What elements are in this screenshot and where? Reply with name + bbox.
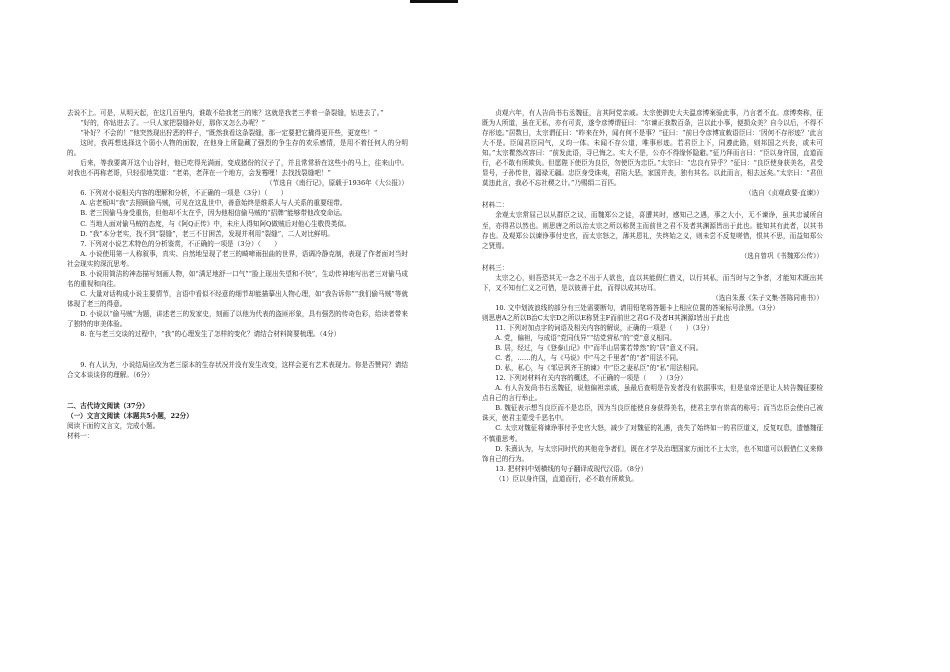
question-6: 6. 下列对小说相关内容的理解和分析，不正确的一项是（3分）（ ） [80, 189, 288, 198]
answer-space [67, 339, 408, 360]
question-9: 9. 有人认为，小说结局应改为老三原本的生存状况并没有发生改变，这样会更有艺术表现力。你是否赞同？请结合文本谈谈你的理解。（6分） [67, 361, 408, 380]
q7-option-c: C. 大量对话构成小说主要情节，言语中看似不经意的细节却能描摹出人物心理，如“我告诉你”“我们偷马贼”等就体现了老三的得意。 [67, 289, 408, 308]
q12-option-b: B. 魏征表示想当良臣而不是忠臣，因为当良臣能使自身获得美名，使君主享有崇高的称号；而当忠臣会使自己被诛灭，使君主蒙受千恶名中。 [482, 404, 823, 423]
answer-space [67, 380, 408, 401]
right-column [482, 108, 823, 484]
material-2-source: （选自曾巩《书魏郑公传》） [740, 251, 823, 260]
story-paragraph: 去说不上。可是，从明天起，在这几百里内，谁敢不给我老三的账？这就是我老三孝着一条裂缝，钻进去了。” [67, 109, 384, 117]
question-7: 7. 下列对小说艺术特色的分析鉴赏，不正确的一项是（3分）（ ） [80, 239, 281, 248]
q7-option-a: A. 小说使用第一人称叙事，真实、自然地呈现了老三的畸啼雨扭曲的世界，语调冷静克制，表现了作者面对当时社会现实的深沉思考。 [67, 249, 408, 268]
story-source: （节选自《南行记》，原载于1936年《大公报》） [265, 179, 408, 188]
material-2-label: 材料二： [482, 201, 509, 210]
question-11: 11. 下列对加点字的词语及相关内容的解说，正确的一项是（ ）（3分） [495, 323, 714, 332]
q6-option-b: B. 老三因偷马身受重伤，但他却不太在乎，因为他相信偷马贼的“招牌”能够带他改变命运。 [80, 209, 347, 218]
material-3-text: 太宗之心，则吾恐其无一念之不出于人欲也，直以其能假仁借义，以行其私，而当时与之争者，才能知术既出其下，又不知有仁义之可借，是以彼善于此，而得以成其功耳。 [482, 273, 823, 292]
material-2-text: 余观太宗常屈己以从群臣之议，而魏郑公之徒，喜遭其时，感知己之遇，事之大小，无不谏诤，虽其忠诚所自至，亦得君以然也。则思唐之所以治太宗之所以称贤主而前世之君不及者其渊源皆出于此也。能知其有此者，以其书存也。及观郑公以谏诤事付史官，而太宗怒之，薄其恩礼，失终始之义，则未尝不反复嗟惜，恨其不思，而益知郑公之贤焉。 [482, 211, 823, 250]
story-paragraph: 这时，我再想选择这个弱小人物的面貌，在他身上所隐藏了强烈的争生存的欢乐感情，是用不着任何人的分明的。 [67, 139, 408, 158]
q11-option-c: C. 者，……的人，与《马说》中“马之千里者”的“者”用法不同。 [495, 354, 683, 363]
left-column [67, 108, 408, 441]
q6-option-c: C. 当地人面对偷马贼的态度，与《阿Q正传》中，未庄人得知阿Q做贼后对他心生敬畏类似。 [80, 219, 351, 228]
q13-sentence-1: （1）臣以身许国，直道而行，必不敢有所欺负。 [495, 474, 638, 483]
q7-option-b: B. 小说用简洁的神态描写刻画人物，如“满足地舒一口气”“脸上现出失望和不快”，生动传神地写出老三对偷马成名的重视和向往。 [67, 269, 408, 288]
subsection-heading: （一）文言文阅读（本题共5小题，22分） [67, 412, 193, 421]
story-paragraph: “补好？不会的！”他突然现出狞恶的样子，“既然我看这条裂缝，那一定要把它撬得更开些，更宽些！” [80, 129, 378, 138]
q6-option-a: A. 店老板叫“我”去照顾偷马贼，可见在这乱世中，善意始终是维系人与人关系的重要纽带。 [80, 199, 347, 208]
section-heading: 二、古代诗文阅读（37分） [67, 402, 149, 411]
question-8: 8. 在与老三交谈的过程中，“我”的心理发生了怎样的变化？请结合材料简要梳理。（4分） [80, 330, 341, 339]
top-edge-bar [410, 0, 458, 3]
q11-option-d: D. 私，私心，与《邹忌讽齐王纳谏》中“臣之妻私臣”的“私”用法相同。 [495, 364, 703, 373]
q6-option-d: D. “我”本分老实，找不到“裂缝”，老三不甘困苦，发现并利用“裂缝”，二人对比鲜明。 [80, 229, 334, 238]
q12-option-a: A. 有人告发尚书右丞魏征，说他偏袒亲戚，虽最后查明是告发者没有依据事实，但是皇帝还是让人转告魏征要检点自己的言行举止。 [482, 384, 823, 403]
material-1-label: 材料一： [67, 432, 94, 441]
q12-option-d: D. 朱熹认为，与太宗同时代的其他竞争者们，既在才学及治理国家方面比不上太宗，也不知道可以假借仁义来修饰自己的行为。 [482, 444, 823, 463]
question-10: 10. 文中划波浪线的部分有三处需要断句，请用铅笔将答题卡上相应位置的答案标号涂黑。（3分） [495, 303, 780, 312]
story-paragraph: “好的，你钻进去了。一只人家把裂缝补好，那你又怎么办呢？” [80, 119, 265, 128]
story-paragraph: 后来，等我要离开这个山谷时，他已吃得光满面，变成猪份的汉子了，并且常常骄在这些小的马上，往来山中。对我也不再称老哥，只轻很地笑道：“老弟，老萍在一个地方，会发霉哩！去找找裂缝吧！” [67, 159, 408, 178]
q11-option-a: A. 党，偏袒，与成语“党同伐异”“结党营私”的“党”意义相同。 [495, 334, 677, 343]
instruction-text: 阅读下面的文言文，完成小题。 [67, 422, 160, 431]
material-3-source: （选自朱熹《朱子文集·答陈同甫书》） [712, 293, 823, 302]
material-3-label: 材料三： [482, 263, 509, 272]
q11-option-b: B. 居，经过，与《登泰山记》中“而半山居雾若带然”的“居”意义不同。 [495, 344, 703, 353]
question-12: 12. 下列对材料有关内容的概述，不正确的一项是（ ）（3分） [495, 374, 687, 383]
q7-option-d: D. 小说以“偷马贼”为题，讲述老三的发家史，刻画了以他为代表的盗匪形象，具有强烈的传奇色彩，给读者带来了独特的审美体验。 [67, 309, 408, 328]
q12-option-c: C. 太宗对魏征将谏诤事付予史官大怒，减少了对魏征的礼遇，丧失了始终如一的君臣道义，反复叹息，遗憾魏征不慎重思考。 [482, 424, 823, 443]
material-1-text: 贞观六年，有人告尚书右丞魏征，言其阿党亲戚。太宗使御史大夫温彦博案验此事，乃言者不直。彦博奏称，征既为人所道，虽在无私，亦有可责，遂令彦博谓征曰：“尔谏正我数百条，岂以此小事，便损众美？自今以后，不得不存形迹。”居数日，太宗谓征曰：“昨来在外，闻有何不是事？”征曰：“前日令彦博宣敕语臣曰：‘因何不存形迹？’此言大不是。臣闻君臣同气，义均一体。未闻不存公道，唯事形迹。若君臣上下，同遵此路，则邦国之兴丧，或未可知。”太宗瞿然改容曰：“前发此语，寻已悔之。实大不是，公亦不得缘怀隐避。”征乃拜而言曰：“臣以身许国，直道而行，必不敢有所欺负。但愿陛下使臣为良臣，勿使臣为忠臣。”太宗曰：“忠良有异乎？”征曰：“良臣使身获美名，君受显号，子孙传世，福禄无疆。忠臣身受诛夷，君陷大恶，家国并丧，独有其名。以此而言，相去远矣。”太宗曰：“君但莫违此言，我必不忘社稷之计。”乃赐绢二百匹。 [482, 109, 823, 188]
material-1-source: （选自《贞观政要·直谏》） [745, 189, 823, 198]
q10-sentence: 则思唐A之所以B治C太宗D之所以E称贤主F而前世之君G不及者H其渊源I皆出于此也 [482, 313, 730, 322]
question-13: 13. 把材料中划横线的句子翻译成现代汉语。（8分） [495, 464, 648, 473]
